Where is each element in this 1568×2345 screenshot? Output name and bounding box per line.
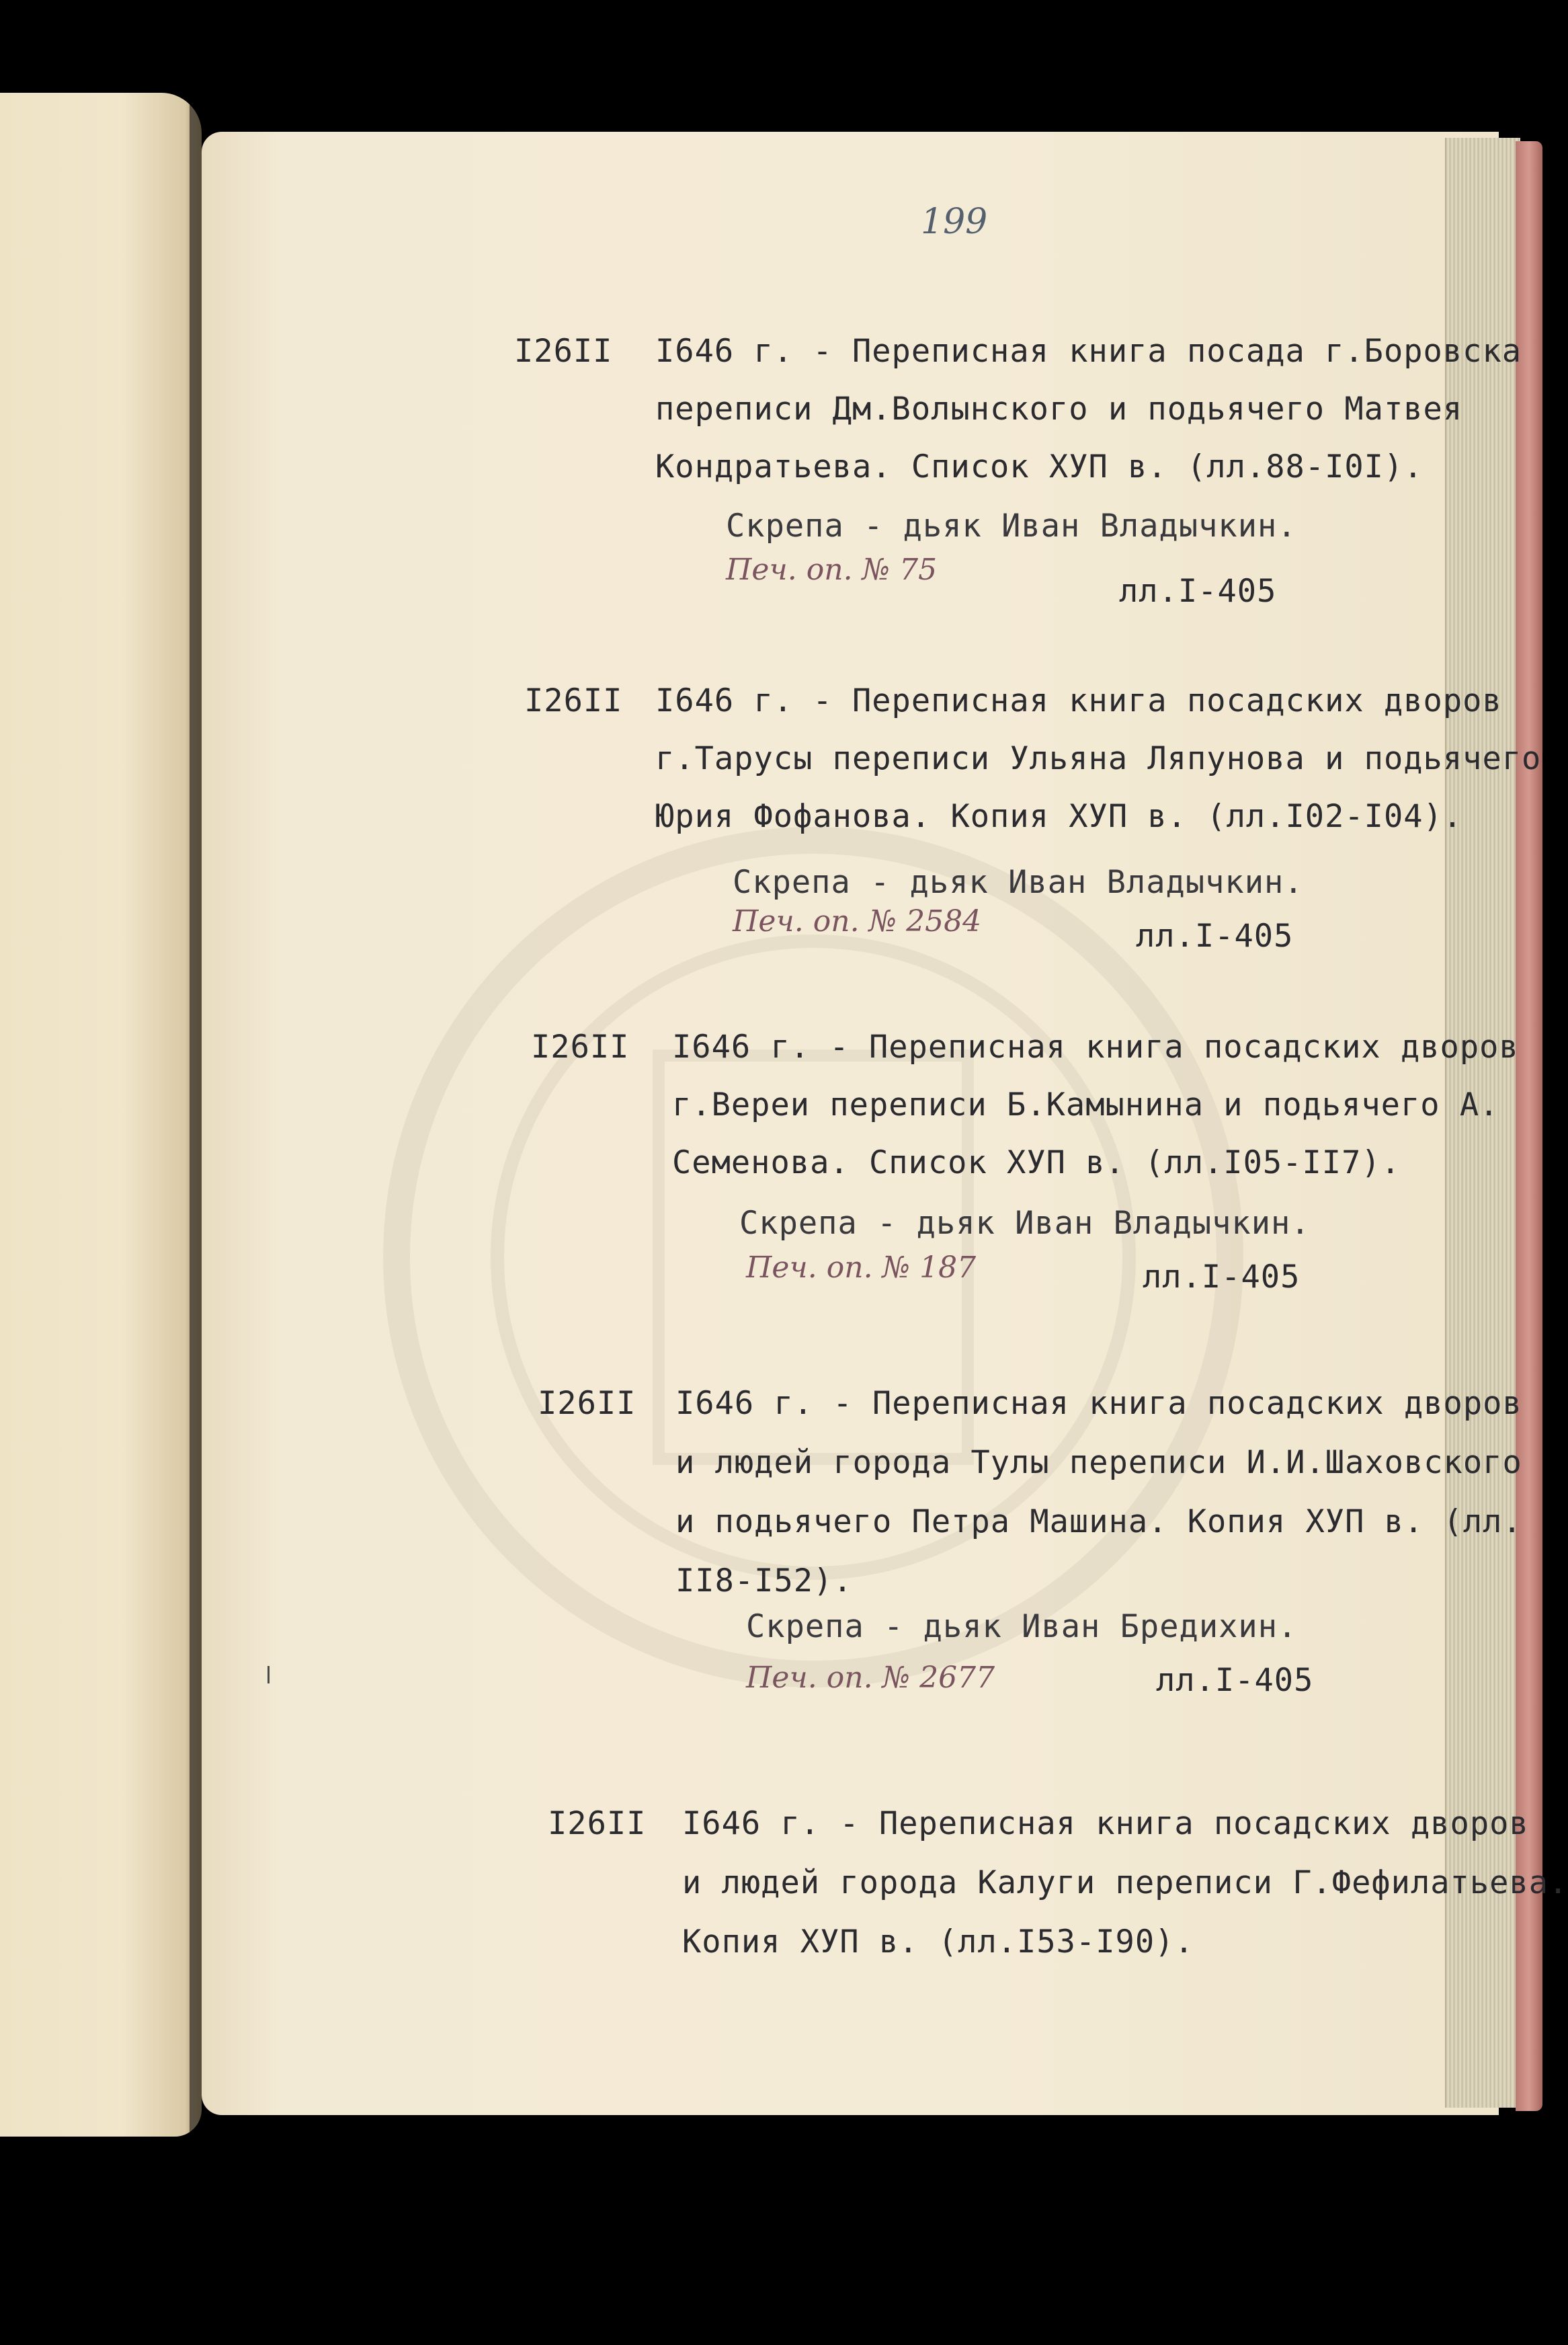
handwritten-archive-note: Печ. оп. № 2677 [746, 1661, 995, 1695]
entry-description-line: I646 г. - Переписная книга посадских дворов [672, 1029, 1519, 1066]
entry-description-line: I646 г. - Переписная книга посадских дворов [682, 1805, 1529, 1842]
entry-description-line: Копия ХУП в. (лл.I53-I90). [682, 1923, 1194, 1960]
entry-description-line: Юрия Фофанова. Копия ХУП в. (лл.I02-I04). [655, 798, 1463, 835]
seal-note: Скрепа - дьяк Иван Владычкин. [726, 508, 1297, 545]
sheet-range: лл.I-405 [1143, 1259, 1301, 1296]
seal-note: Скрепа - дьяк Иван Бредихин. [746, 1608, 1298, 1645]
entry-code: I26II [548, 1805, 647, 1842]
entry-description-line: I646 г. - Переписная книга посадских дворов [675, 1385, 1522, 1422]
sheet-range: лл.I-405 [1136, 918, 1294, 955]
entry-description-line: II8-I52). [675, 1562, 853, 1599]
entry-description-line: и подьячего Петра Машина. Копия ХУП в. (лл. [675, 1503, 1522, 1540]
entry-code: I26II [531, 1029, 630, 1066]
entry-description-line: и людей города Тулы переписи И.И.Шаховского [675, 1444, 1522, 1481]
entry-description-line: I646 г. - Переписная книга посада г.Боровска [655, 333, 1522, 370]
seal-note: Скрепа - дьяк Иван Владычкин. [739, 1205, 1311, 1242]
entry-description-line: Кондратьева. Список ХУП в. (лл.88-I0I). [655, 448, 1423, 485]
page-number: 199 [921, 202, 988, 242]
left-page [0, 93, 202, 2137]
margin-mark [267, 1666, 270, 1683]
entry-description-line: и людей города Калуги переписи Г.Фефилатьева. [682, 1864, 1568, 1901]
handwritten-archive-note: Печ. оп. № 187 [746, 1250, 977, 1285]
entry-description-line: переписи Дм.Волынского и подьячего Матвея [655, 391, 1463, 428]
entry-description-line: Семенова. Список ХУП в. (лл.I05-II7). [672, 1144, 1401, 1181]
entry-code: I26II [514, 333, 613, 370]
handwritten-archive-note: Печ. оп. № 2584 [733, 904, 982, 939]
entry-code: I26II [524, 682, 623, 719]
entry-description-line: г.Вереи переписи Б.Камынина и подьячего А. [672, 1086, 1499, 1123]
entry-description-line: г.Тарусы переписи Ульяна Ляпунова и подьячего [655, 740, 1542, 777]
seal-note: Скрепа - дьяк Иван Владычкин. [733, 864, 1304, 901]
sheet-range: лл.I-405 [1119, 573, 1277, 610]
entry-description-line: I646 г. - Переписная книга посадских дворов [655, 682, 1502, 719]
sheet-range: лл.I-405 [1156, 1662, 1314, 1699]
entry-code: I26II [538, 1385, 636, 1422]
handwritten-archive-note: Печ. оп. № 75 [726, 553, 938, 587]
